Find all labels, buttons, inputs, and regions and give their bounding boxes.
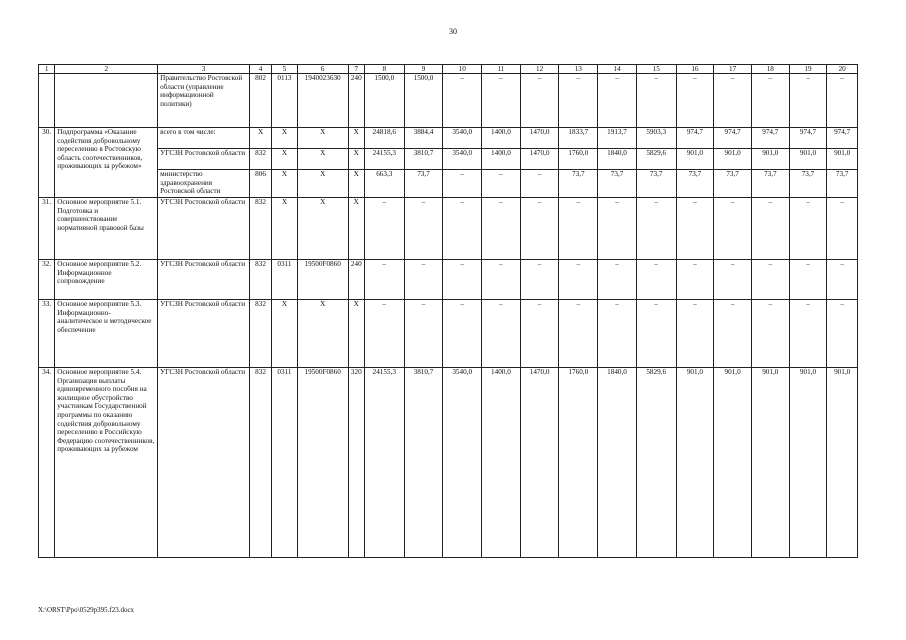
amount-cell: 1500,0 bbox=[364, 74, 404, 128]
amount-cell: 73,7 bbox=[714, 170, 752, 198]
amount-cell: 974,7 bbox=[751, 128, 789, 149]
table-row bbox=[39, 260, 858, 300]
amount-cell: – bbox=[404, 260, 443, 300]
column-number-18: 18 bbox=[751, 65, 789, 74]
column-number-9: 9 bbox=[404, 65, 443, 74]
amount-cell: – bbox=[482, 198, 521, 260]
amount-cell: 901,0 bbox=[827, 149, 858, 170]
executor: УГСЗН Ростовской области bbox=[158, 149, 250, 170]
column-number-1: 1 bbox=[39, 65, 55, 74]
amount-cell: – bbox=[636, 300, 676, 368]
amount-cell: – bbox=[404, 198, 443, 260]
amount-cell: – bbox=[443, 198, 482, 260]
row-number: 30. bbox=[39, 128, 55, 198]
amount-cell: 1470,0 bbox=[520, 149, 559, 170]
target-article-code: 19500F0860 bbox=[297, 368, 348, 558]
amount-cell: 901,0 bbox=[714, 368, 752, 558]
amount-cell: 73,7 bbox=[789, 170, 827, 198]
executor: всего в том числе: bbox=[158, 128, 250, 149]
amount-cell: – bbox=[676, 300, 714, 368]
amount-cell: – bbox=[443, 260, 482, 300]
activity-name: Основное мероприятие 5.4. Организация выплаты единовременного пособия на жилищное обустройство участникам Государственной программы по оказанию содействия добровольному переселению в Российскую Федерацию соотечественников, проживающих за рубежом bbox=[55, 368, 158, 558]
amount-cell: 1500,0 bbox=[404, 74, 443, 128]
grbs-code: 832 bbox=[249, 260, 271, 300]
activity-name: Основное мероприятие 5.3. Информационно-аналитическое и методическое обеспечение bbox=[55, 300, 158, 368]
column-number-13: 13 bbox=[559, 65, 598, 74]
row-number: 32. bbox=[39, 260, 55, 300]
expense-type-code: X bbox=[348, 170, 364, 198]
activity-name: Основное мероприятие 5.1. Подготовка и совершенствование нормативной правовой базы bbox=[55, 198, 158, 260]
amount-cell: 1840,0 bbox=[598, 368, 637, 558]
amount-cell: – bbox=[636, 198, 676, 260]
expense-type-code: X bbox=[348, 198, 364, 260]
amount-cell: 24155,3 bbox=[364, 368, 404, 558]
amount-cell: 974,7 bbox=[827, 128, 858, 149]
amount-cell: 901,0 bbox=[789, 149, 827, 170]
amount-cell: – bbox=[789, 300, 827, 368]
amount-cell: – bbox=[714, 260, 752, 300]
amount-cell: – bbox=[520, 170, 559, 198]
column-number-16: 16 bbox=[676, 65, 714, 74]
section-code: X bbox=[272, 300, 297, 368]
amount-cell: – bbox=[676, 74, 714, 128]
row-number: 33. bbox=[39, 300, 55, 368]
amount-cell: – bbox=[559, 260, 598, 300]
expense-type-code: X bbox=[348, 300, 364, 368]
target-article-code: X bbox=[297, 128, 348, 149]
amount-cell: – bbox=[520, 260, 559, 300]
target-article-code: X bbox=[297, 170, 348, 198]
amount-cell: – bbox=[636, 74, 676, 128]
amount-cell: – bbox=[559, 198, 598, 260]
amount-cell: – bbox=[404, 300, 443, 368]
target-article-code: 19500F0860 bbox=[297, 260, 348, 300]
amount-cell: – bbox=[598, 198, 637, 260]
executor: УГСЗН Ростовской области bbox=[158, 368, 250, 558]
amount-cell: 73,7 bbox=[751, 170, 789, 198]
section-code: 0311 bbox=[272, 260, 297, 300]
amount-cell: 3540,0 bbox=[443, 368, 482, 558]
column-number-15: 15 bbox=[636, 65, 676, 74]
amount-cell: 5903,3 bbox=[636, 128, 676, 149]
table-row bbox=[39, 300, 858, 368]
budget-table bbox=[38, 64, 858, 558]
amount-cell: – bbox=[827, 74, 858, 128]
column-number-10: 10 bbox=[443, 65, 482, 74]
amount-cell: – bbox=[676, 260, 714, 300]
grbs-code: 832 bbox=[249, 368, 271, 558]
amount-cell: 1833,7 bbox=[559, 128, 598, 149]
amount-cell: 1400,0 bbox=[482, 128, 521, 149]
amount-cell: – bbox=[827, 260, 858, 300]
column-number-11: 11 bbox=[482, 65, 521, 74]
amount-cell: 5829,6 bbox=[636, 368, 676, 558]
amount-cell: 1760,0 bbox=[559, 368, 598, 558]
executor: министерство здравоохранения Ростовской области bbox=[158, 170, 250, 198]
amount-cell: 974,7 bbox=[714, 128, 752, 149]
amount-cell: 1400,0 bbox=[482, 149, 521, 170]
expense-type-code: X bbox=[348, 128, 364, 149]
amount-cell: – bbox=[559, 74, 598, 128]
column-number-17: 17 bbox=[714, 65, 752, 74]
amount-cell: 1470,0 bbox=[520, 128, 559, 149]
section-code: 0311 bbox=[272, 368, 297, 558]
column-number-14: 14 bbox=[598, 65, 637, 74]
amount-cell: 901,0 bbox=[676, 368, 714, 558]
expense-type-code: 240 bbox=[348, 260, 364, 300]
amount-cell: 3810,7 bbox=[404, 368, 443, 558]
amount-cell: – bbox=[482, 170, 521, 198]
amount-cell: 1400,0 bbox=[482, 368, 521, 558]
table-row bbox=[39, 368, 858, 558]
activity-name bbox=[55, 74, 158, 128]
amount-cell: – bbox=[364, 198, 404, 260]
column-number-4: 4 bbox=[249, 65, 271, 74]
table-row bbox=[39, 198, 858, 260]
column-number-19: 19 bbox=[789, 65, 827, 74]
executor: УГСЗН Ростовской области bbox=[158, 260, 250, 300]
amount-cell: – bbox=[789, 74, 827, 128]
amount-cell: – bbox=[714, 300, 752, 368]
grbs-code: 832 bbox=[249, 149, 271, 170]
section-code: 0113 bbox=[272, 74, 297, 128]
amount-cell: – bbox=[636, 260, 676, 300]
column-number-8: 8 bbox=[364, 65, 404, 74]
amount-cell: 974,7 bbox=[789, 128, 827, 149]
expense-type-code: 320 bbox=[348, 368, 364, 558]
row-number: 31. bbox=[39, 198, 55, 260]
amount-cell: – bbox=[751, 198, 789, 260]
table-row bbox=[39, 74, 858, 128]
amount-cell: 974,7 bbox=[676, 128, 714, 149]
amount-cell: 3810,7 bbox=[404, 149, 443, 170]
amount-cell: – bbox=[520, 198, 559, 260]
amount-cell: 73,7 bbox=[404, 170, 443, 198]
activity-name: Подпрограмма «Оказание содействия добровольному переселению в Ростовскую область соотечественников, проживающих за рубежом» bbox=[55, 128, 158, 198]
amount-cell: – bbox=[520, 300, 559, 368]
grbs-code: 832 bbox=[249, 198, 271, 260]
table-row bbox=[39, 128, 858, 149]
amount-cell: 73,7 bbox=[676, 170, 714, 198]
grbs-code: 832 bbox=[249, 300, 271, 368]
amount-cell: – bbox=[751, 74, 789, 128]
amount-cell: 73,7 bbox=[636, 170, 676, 198]
amount-cell: 73,7 bbox=[559, 170, 598, 198]
expense-type-code: X bbox=[348, 149, 364, 170]
amount-cell: 73,7 bbox=[827, 170, 858, 198]
amount-cell: – bbox=[443, 300, 482, 368]
page-number: 30 bbox=[449, 27, 457, 36]
amount-cell: – bbox=[482, 260, 521, 300]
amount-cell: – bbox=[827, 198, 858, 260]
table-row bbox=[39, 170, 858, 198]
amount-cell: – bbox=[364, 260, 404, 300]
amount-cell: – bbox=[598, 74, 637, 128]
amount-cell: 1913,7 bbox=[598, 128, 637, 149]
executor: УГСЗН Ростовской области bbox=[158, 300, 250, 368]
column-number-5: 5 bbox=[272, 65, 297, 74]
target-article-code: X bbox=[297, 300, 348, 368]
amount-cell: 663,3 bbox=[364, 170, 404, 198]
amount-cell: – bbox=[598, 260, 637, 300]
amount-cell: 3884,4 bbox=[404, 128, 443, 149]
amount-cell: 1760,0 bbox=[559, 149, 598, 170]
amount-cell: 901,0 bbox=[676, 149, 714, 170]
amount-cell: 3540,0 bbox=[443, 149, 482, 170]
amount-cell: – bbox=[714, 74, 752, 128]
row-number bbox=[39, 74, 55, 128]
activity-name: Основное мероприятие 5.2. Информационное сопровождение bbox=[55, 260, 158, 300]
section-code: X bbox=[272, 198, 297, 260]
amount-cell: 24155,3 bbox=[364, 149, 404, 170]
amount-cell: – bbox=[364, 300, 404, 368]
amount-cell: 5829,6 bbox=[636, 149, 676, 170]
column-number-row bbox=[39, 65, 858, 74]
amount-cell: – bbox=[789, 260, 827, 300]
amount-cell: – bbox=[559, 300, 598, 368]
column-number-12: 12 bbox=[520, 65, 559, 74]
amount-cell: – bbox=[789, 198, 827, 260]
amount-cell: 73,7 bbox=[598, 170, 637, 198]
amount-cell: 901,0 bbox=[714, 149, 752, 170]
amount-cell: – bbox=[443, 74, 482, 128]
row-number: 34. bbox=[39, 368, 55, 558]
target-article-code: X bbox=[297, 198, 348, 260]
amount-cell: – bbox=[751, 300, 789, 368]
amount-cell: – bbox=[676, 198, 714, 260]
executor: Правительство Ростовской области (управление информационной политики) bbox=[158, 74, 250, 128]
amount-cell: 901,0 bbox=[789, 368, 827, 558]
column-number-20: 20 bbox=[827, 65, 858, 74]
grbs-code: X bbox=[249, 128, 271, 149]
column-number-6: 6 bbox=[297, 65, 348, 74]
grbs-code: 802 bbox=[249, 74, 271, 128]
amount-cell: – bbox=[482, 300, 521, 368]
grbs-code: 806 bbox=[249, 170, 271, 198]
column-number-2: 2 bbox=[55, 65, 158, 74]
section-code: X bbox=[272, 170, 297, 198]
amount-cell: – bbox=[598, 300, 637, 368]
amount-cell: – bbox=[751, 260, 789, 300]
amount-cell: – bbox=[827, 300, 858, 368]
amount-cell: 1470,0 bbox=[520, 368, 559, 558]
executor: УГСЗН Ростовской области bbox=[158, 198, 250, 260]
amount-cell: – bbox=[443, 170, 482, 198]
amount-cell: 901,0 bbox=[751, 149, 789, 170]
target-article-code: X bbox=[297, 149, 348, 170]
section-code: X bbox=[272, 149, 297, 170]
amount-cell: 1840,0 bbox=[598, 149, 637, 170]
target-article-code: 1940023630 bbox=[297, 74, 348, 128]
column-number-7: 7 bbox=[348, 65, 364, 74]
amount-cell: 24818,6 bbox=[364, 128, 404, 149]
amount-cell: 901,0 bbox=[827, 368, 858, 558]
expense-type-code: 240 bbox=[348, 74, 364, 128]
table-row bbox=[39, 149, 858, 170]
amount-cell: 3540,0 bbox=[443, 128, 482, 149]
amount-cell: – bbox=[520, 74, 559, 128]
column-number-3: 3 bbox=[158, 65, 250, 74]
file-path-footer: X:\ORST\Ppo\0529p395.f23.docx bbox=[38, 606, 135, 614]
section-code: X bbox=[272, 128, 297, 149]
amount-cell: 901,0 bbox=[751, 368, 789, 558]
amount-cell: – bbox=[482, 74, 521, 128]
amount-cell: – bbox=[714, 198, 752, 260]
